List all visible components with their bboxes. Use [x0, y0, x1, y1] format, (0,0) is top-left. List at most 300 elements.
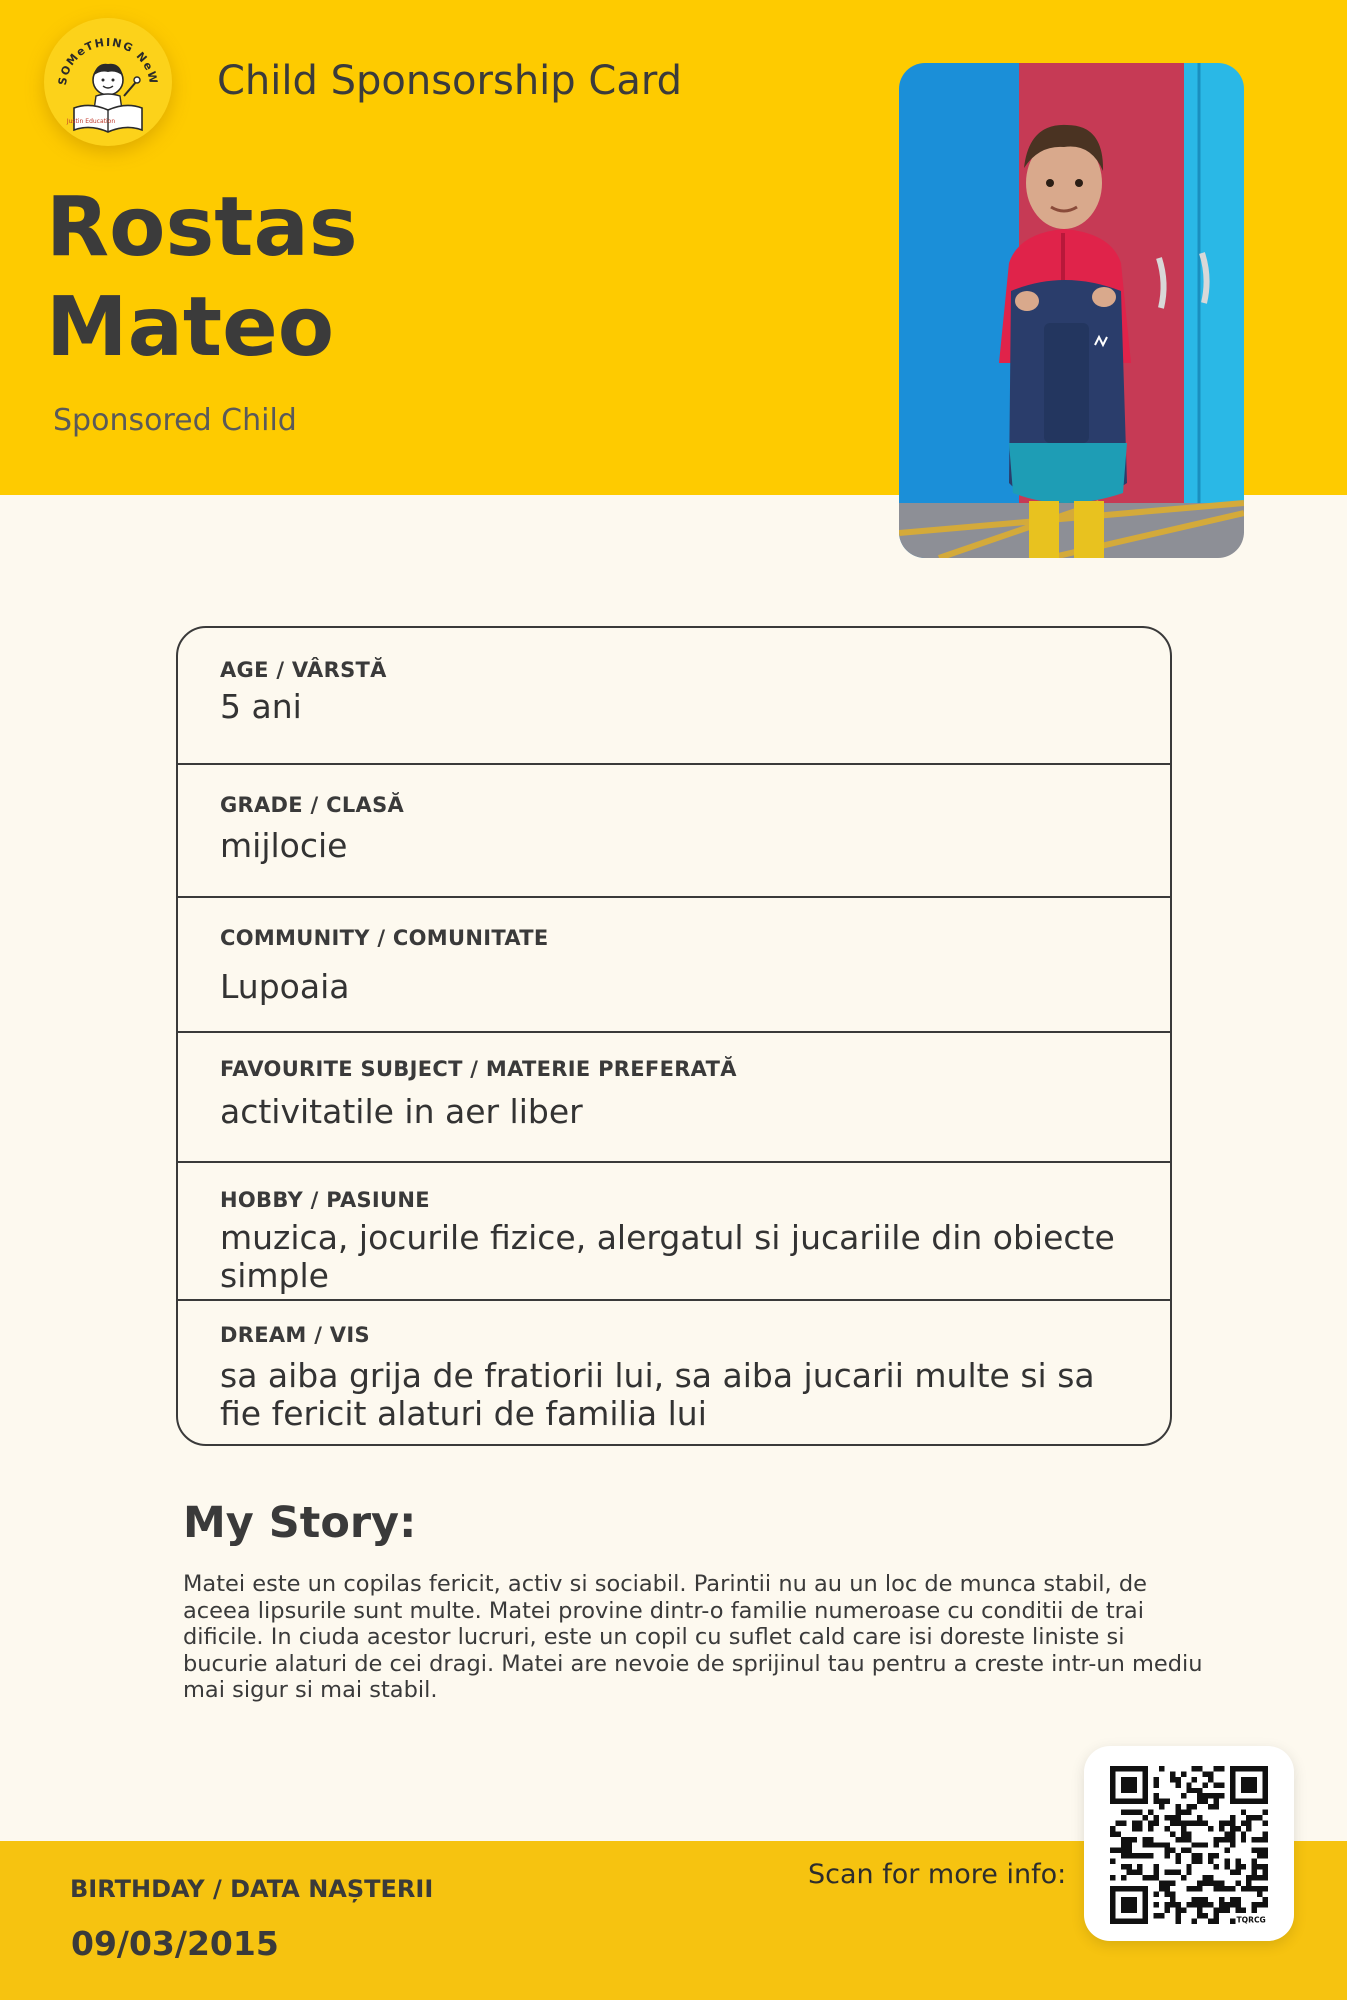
qr-module [1186, 1788, 1191, 1793]
qr-module [1170, 1820, 1175, 1825]
detail-value: mijlocie [220, 826, 348, 865]
qr-module [1126, 1870, 1131, 1875]
qr-module [1219, 1902, 1224, 1907]
qr-module [1192, 1766, 1197, 1771]
qr-module [1197, 1886, 1202, 1891]
qr-module [1235, 1897, 1240, 1902]
qr-module [1197, 1853, 1202, 1858]
qr-module [1197, 1859, 1202, 1864]
qr-module [1175, 1859, 1180, 1864]
qr-module [1121, 1810, 1126, 1815]
qr-module [1208, 1902, 1213, 1907]
qr-module [1181, 1810, 1186, 1815]
qr-module [1143, 1837, 1148, 1842]
qr-module [1192, 1902, 1197, 1907]
qr-module [1263, 1837, 1268, 1842]
qr-module [1148, 1826, 1153, 1831]
qr-module [1159, 1842, 1164, 1847]
qr-module [1121, 1875, 1126, 1880]
qr-module [1192, 1859, 1197, 1864]
qr-module [1203, 1782, 1208, 1787]
qr-module [1203, 1902, 1208, 1907]
qr-brand-text: TQRCG [1236, 1915, 1266, 1924]
qr-module [1175, 1810, 1180, 1815]
qr-module [1110, 1826, 1115, 1831]
qr-module [1186, 1810, 1191, 1815]
qr-module [1175, 1913, 1180, 1918]
child-given-name: Mateo [46, 280, 335, 375]
qr-module [1170, 1815, 1175, 1820]
qr-module [1230, 1842, 1235, 1847]
qr-module [1230, 1902, 1235, 1907]
qr-module [1175, 1782, 1180, 1787]
qr-module [1263, 1853, 1268, 1858]
qr-module [1154, 1864, 1159, 1869]
qr-module [1252, 1837, 1257, 1842]
qr-module [1137, 1870, 1142, 1875]
qr-module [1175, 1902, 1180, 1907]
qr-module [1110, 1875, 1115, 1880]
qr-module [1224, 1902, 1229, 1907]
qr-module [1192, 1788, 1197, 1793]
qr-module [1252, 1870, 1257, 1875]
qr-module [1121, 1848, 1126, 1853]
qr-module [1235, 1902, 1240, 1907]
qr-module [1181, 1908, 1186, 1913]
scan-label: Scan for more info: [808, 1859, 1067, 1890]
detail-value: sa aiba grija de fratiorii lui, sa aiba jucarii multe si sa fie fericit alaturi de familia lui [220, 1356, 1095, 1433]
qr-module [1214, 1864, 1219, 1869]
qr-module [1252, 1886, 1257, 1891]
qr-module [1143, 1875, 1148, 1880]
qr-module [1203, 1897, 1208, 1902]
qr-module [1246, 1880, 1251, 1885]
qr-module [1219, 1826, 1224, 1831]
detail-label: FAVOURITE SUBJECT / MATERIE PREFERATĂ [220, 1057, 737, 1081]
qr-module [1164, 1886, 1169, 1891]
qr-module [1164, 1815, 1169, 1820]
qr-module [1121, 1897, 1137, 1913]
qr-module [1170, 1902, 1175, 1907]
qr-module [1181, 1831, 1186, 1836]
qr-module [1126, 1848, 1131, 1853]
qr-module [1159, 1766, 1164, 1771]
qr-module [1224, 1848, 1229, 1853]
qr-module [1252, 1859, 1257, 1864]
qr-module [1241, 1864, 1246, 1869]
story-title: My Story: [183, 1498, 417, 1548]
qr-module [1214, 1919, 1219, 1924]
qr-module [1181, 1771, 1186, 1776]
qr-module [1148, 1842, 1153, 1847]
qr-module [1214, 1799, 1219, 1804]
qr-module [1214, 1782, 1219, 1787]
qr-module [1126, 1864, 1131, 1869]
qr-module [1230, 1820, 1235, 1825]
detail-row-dream [178, 1301, 1170, 1444]
qr-module [1219, 1837, 1224, 1842]
qr-module [1230, 1815, 1235, 1820]
qr-module [1208, 1793, 1213, 1798]
qr-module [1154, 1820, 1159, 1825]
qr-module [1170, 1831, 1175, 1836]
qr-module [1230, 1919, 1235, 1924]
qr-module [1170, 1891, 1175, 1896]
birthday-value: 09/03/2015 [71, 1924, 279, 1963]
qr-module [1175, 1919, 1180, 1924]
qr-module [1115, 1820, 1120, 1825]
qr-module [1137, 1810, 1142, 1815]
qr-module [1208, 1875, 1213, 1880]
detail-label: AGE / VÂRSTĂ [220, 658, 387, 682]
qr-module [1192, 1804, 1197, 1809]
detail-label: GRADE / CLASĂ [220, 793, 405, 817]
qr-module [1219, 1908, 1224, 1913]
qr-module [1159, 1913, 1164, 1918]
qr-module [1252, 1848, 1257, 1853]
qr-module [1263, 1848, 1268, 1853]
qr-module [1148, 1853, 1153, 1858]
qr-module [1263, 1886, 1268, 1891]
qr-module [1263, 1875, 1268, 1880]
qr-module [1181, 1820, 1186, 1825]
qr-module [1186, 1804, 1191, 1809]
qr-module [1121, 1837, 1126, 1842]
qr-module [1197, 1897, 1202, 1902]
qr-module [1154, 1875, 1159, 1880]
qr-module [1219, 1880, 1224, 1885]
child-photo [899, 63, 1244, 558]
qr-module [1186, 1848, 1191, 1853]
qr-module [1230, 1870, 1235, 1875]
qr-module [1170, 1897, 1175, 1902]
qr-module [1257, 1886, 1262, 1891]
qr-module [1181, 1875, 1186, 1880]
qr-module [1121, 1842, 1126, 1847]
qr-module [1252, 1908, 1257, 1913]
qr-module [1230, 1837, 1235, 1842]
qr-module [1208, 1859, 1213, 1864]
qr-module [1121, 1853, 1126, 1858]
qr-module [1230, 1897, 1235, 1902]
qr-module [1235, 1864, 1240, 1869]
qr-module [1121, 1864, 1126, 1869]
qr-module [1246, 1886, 1251, 1891]
qr-module [1148, 1820, 1153, 1825]
qr-module [1208, 1804, 1213, 1809]
qr-module [1126, 1837, 1131, 1842]
qr-module [1175, 1837, 1180, 1842]
qr-module [1154, 1842, 1159, 1847]
qr-module [1170, 1777, 1175, 1782]
qr-module [1257, 1848, 1262, 1853]
qr-module [1235, 1826, 1240, 1831]
qr-module [1132, 1853, 1137, 1858]
qr-module [1219, 1782, 1224, 1787]
qr-module [1203, 1842, 1208, 1847]
detail-row-hobby [178, 1163, 1170, 1301]
qr-module [1115, 1848, 1120, 1853]
qr-module [1175, 1815, 1180, 1820]
qr-module [1170, 1880, 1175, 1885]
detail-label: COMMUNITY / COMUNITATE [220, 926, 549, 950]
qr-module [1164, 1842, 1169, 1847]
qr-module [1175, 1908, 1180, 1913]
qr-module [1235, 1870, 1240, 1875]
qr-module [1197, 1880, 1202, 1885]
qr-module [1115, 1831, 1120, 1836]
detail-row-favourite-subject [178, 1033, 1170, 1163]
qr-module [1257, 1902, 1262, 1907]
qr-module [1132, 1837, 1137, 1842]
story-text: Matei este un copilas fericit, activ si sociabil. Parintii nu au un loc de munca stabil, de aceea lipsurile sunt multe. Matei provine dintr-o familie numeroase cu conditii de trai dificile. In ciuda acestor lucruri, este un copil cu suflet cald care isi doreste liniste si bucurie alaturi de cei dragi. Matei are nevoie de sprijinul tau pentru a creste intr-un mediu mai sigur si mai stabil. [183, 1571, 1203, 1703]
qr-module [1241, 1820, 1246, 1825]
qr-module [1257, 1891, 1262, 1896]
qr-module [1219, 1897, 1224, 1902]
qr-module [1154, 1777, 1159, 1782]
qr-module [1170, 1771, 1175, 1776]
qr-module [1186, 1870, 1191, 1875]
qr-module [1137, 1820, 1142, 1825]
qr-module [1257, 1875, 1262, 1880]
detail-row-community [178, 898, 1170, 1033]
qr-module [1214, 1880, 1219, 1885]
qr-module [1197, 1908, 1202, 1913]
qr-module [1208, 1826, 1213, 1831]
child-name [46, 178, 666, 378]
qr-module [1164, 1826, 1169, 1831]
qr-module [1214, 1842, 1219, 1847]
qr-module [1186, 1831, 1191, 1836]
qr-module [1164, 1799, 1169, 1804]
qr-module [1164, 1908, 1169, 1913]
qr-module [1186, 1864, 1191, 1869]
qr-module [1197, 1902, 1202, 1907]
qr-module [1224, 1864, 1229, 1869]
qr-module [1197, 1820, 1202, 1825]
qr-module [1154, 1891, 1159, 1896]
qr-module [1214, 1913, 1219, 1918]
qr-module [1143, 1815, 1148, 1820]
qr-module [1186, 1837, 1191, 1842]
qr-module [1175, 1870, 1180, 1875]
qr-module [1192, 1886, 1197, 1891]
qr-module [1164, 1902, 1169, 1907]
qr-module [1164, 1880, 1169, 1885]
qr-module [1154, 1793, 1159, 1798]
qr-module [1192, 1853, 1197, 1858]
qr-module [1186, 1782, 1191, 1787]
qr-module [1132, 1826, 1137, 1831]
qr-module [1126, 1853, 1131, 1858]
qr-module [1126, 1842, 1131, 1847]
detail-row-grade [178, 765, 1170, 898]
qr-module [1241, 1831, 1246, 1836]
qr-module [1154, 1870, 1159, 1875]
qr-module [1246, 1875, 1251, 1880]
qr-module [1159, 1886, 1164, 1891]
qr-module [1192, 1842, 1197, 1847]
card-title: Child Sponsorship Card [217, 58, 682, 104]
qr-module [1219, 1886, 1224, 1891]
birthday-label: BIRTHDAY / DATA NAȘTERII [70, 1875, 434, 1903]
detail-label: HOBBY / PASIUNE [220, 1188, 430, 1212]
qr-module [1203, 1875, 1208, 1880]
qr-module [1143, 1853, 1148, 1858]
qr-module [1197, 1788, 1202, 1793]
qr-module [1148, 1837, 1153, 1842]
child-surname: Rostas [46, 180, 358, 275]
detail-value: 5 ani [220, 687, 302, 726]
qr-module [1175, 1777, 1180, 1782]
qr-module [1246, 1820, 1251, 1825]
qr-module [1164, 1870, 1169, 1875]
qr-module [1214, 1804, 1219, 1809]
qr-module [1132, 1870, 1137, 1875]
qr-module [1175, 1853, 1180, 1858]
qr-module [1197, 1815, 1202, 1820]
qr-module [1208, 1777, 1213, 1782]
qr-module [1137, 1826, 1142, 1831]
qr-module [1230, 1886, 1235, 1891]
qr-module [1263, 1902, 1268, 1907]
qr-module [1214, 1837, 1219, 1842]
qr-module [1208, 1853, 1213, 1858]
qr-module [1186, 1902, 1191, 1907]
qr-module [1263, 1820, 1268, 1825]
qr-module [1132, 1820, 1137, 1825]
detail-value: Lupoaia [220, 967, 350, 1006]
qr-module [1257, 1837, 1262, 1842]
child-photo-image [899, 63, 1244, 558]
qr-module [1230, 1826, 1235, 1831]
qr-module [1214, 1886, 1219, 1891]
qr-module [1224, 1837, 1229, 1842]
qr-module [1121, 1820, 1126, 1825]
qr-module [1192, 1820, 1197, 1825]
qr-card[interactable] [1084, 1746, 1294, 1941]
qr-module [1214, 1853, 1219, 1858]
qr-module [1224, 1859, 1229, 1864]
qr-module [1121, 1777, 1137, 1793]
qr-module [1175, 1804, 1180, 1809]
qr-module [1230, 1831, 1235, 1836]
qr-module [1170, 1870, 1175, 1875]
qr-module [1224, 1908, 1229, 1913]
qr-module [1164, 1891, 1169, 1896]
qr-module [1263, 1831, 1268, 1836]
qr-module [1203, 1913, 1208, 1918]
qr-module [1203, 1820, 1208, 1825]
qr-module [1241, 1837, 1246, 1842]
qr-module [1126, 1810, 1131, 1815]
qr-module [1154, 1815, 1159, 1820]
qr-module [1203, 1771, 1208, 1776]
qr-module [1214, 1908, 1219, 1913]
detail-label: DREAM / VIS [220, 1323, 370, 1347]
qr-module [1110, 1848, 1115, 1853]
qr-module [1208, 1880, 1213, 1885]
organization-logo [44, 18, 172, 146]
qr-module [1219, 1793, 1224, 1798]
qr-module [1159, 1804, 1164, 1809]
qr-module [1186, 1886, 1191, 1891]
child-details-table [176, 626, 1172, 1446]
qr-module [1224, 1831, 1229, 1836]
qr-module [1235, 1880, 1240, 1885]
qr-module [1246, 1826, 1251, 1831]
qr-module [1241, 1908, 1246, 1913]
qr-module [1137, 1853, 1142, 1858]
qr-module [1197, 1842, 1202, 1847]
qr-module [1197, 1793, 1202, 1798]
qr-module [1246, 1815, 1251, 1820]
qr-module [1137, 1864, 1142, 1869]
qr-module [1197, 1766, 1202, 1771]
reading-child-logo-icon [44, 18, 172, 146]
qr-code-icon[interactable] [1110, 1766, 1268, 1924]
qr-module [1154, 1782, 1159, 1787]
qr-module [1252, 1864, 1257, 1869]
qr-module [1143, 1842, 1148, 1847]
qr-module [1219, 1820, 1224, 1825]
qr-module [1252, 1875, 1257, 1880]
qr-module [1257, 1815, 1262, 1820]
qr-module [1175, 1820, 1180, 1825]
qr-module [1241, 1886, 1246, 1891]
qr-module [1263, 1897, 1268, 1902]
qr-module [1224, 1820, 1229, 1825]
qr-module [1148, 1875, 1153, 1880]
qr-module [1159, 1799, 1164, 1804]
qr-module [1192, 1897, 1197, 1902]
sponsored-child-label: Sponsored Child [53, 403, 297, 438]
qr-module [1148, 1810, 1153, 1815]
qr-module [1181, 1837, 1186, 1842]
qr-module [1263, 1864, 1268, 1869]
qr-module [1257, 1853, 1262, 1858]
qr-module [1263, 1870, 1268, 1875]
qr-module [1257, 1864, 1262, 1869]
qr-module [1214, 1766, 1219, 1771]
qr-module [1208, 1771, 1213, 1776]
qr-module [1203, 1799, 1208, 1804]
logo-book-text: Justin Education [66, 118, 116, 125]
detail-value: muzica, jocurile fizice, alergatul si jucariile din obiecte simple [220, 1218, 1115, 1295]
logo-ring-text: SOMeTHING NeW [55, 35, 161, 87]
qr-module [1181, 1826, 1186, 1831]
qr-module [1181, 1848, 1186, 1853]
detail-row-age [178, 628, 1170, 765]
qr-module [1164, 1853, 1169, 1858]
qr-module [1192, 1919, 1197, 1924]
detail-value: activitatile in aer liber [220, 1092, 583, 1131]
qr-module [1241, 1777, 1257, 1793]
qr-module [1110, 1859, 1115, 1864]
qr-module [1154, 1799, 1159, 1804]
qr-module [1235, 1859, 1240, 1864]
qr-module [1197, 1799, 1202, 1804]
qr-module [1252, 1902, 1257, 1907]
qr-module [1154, 1902, 1159, 1907]
qr-module [1197, 1913, 1202, 1918]
qr-module [1203, 1793, 1208, 1798]
qr-module [1263, 1810, 1268, 1815]
qr-module [1110, 1831, 1115, 1836]
qr-module [1181, 1793, 1186, 1798]
qr-module [1186, 1820, 1191, 1825]
qr-module [1214, 1793, 1219, 1798]
